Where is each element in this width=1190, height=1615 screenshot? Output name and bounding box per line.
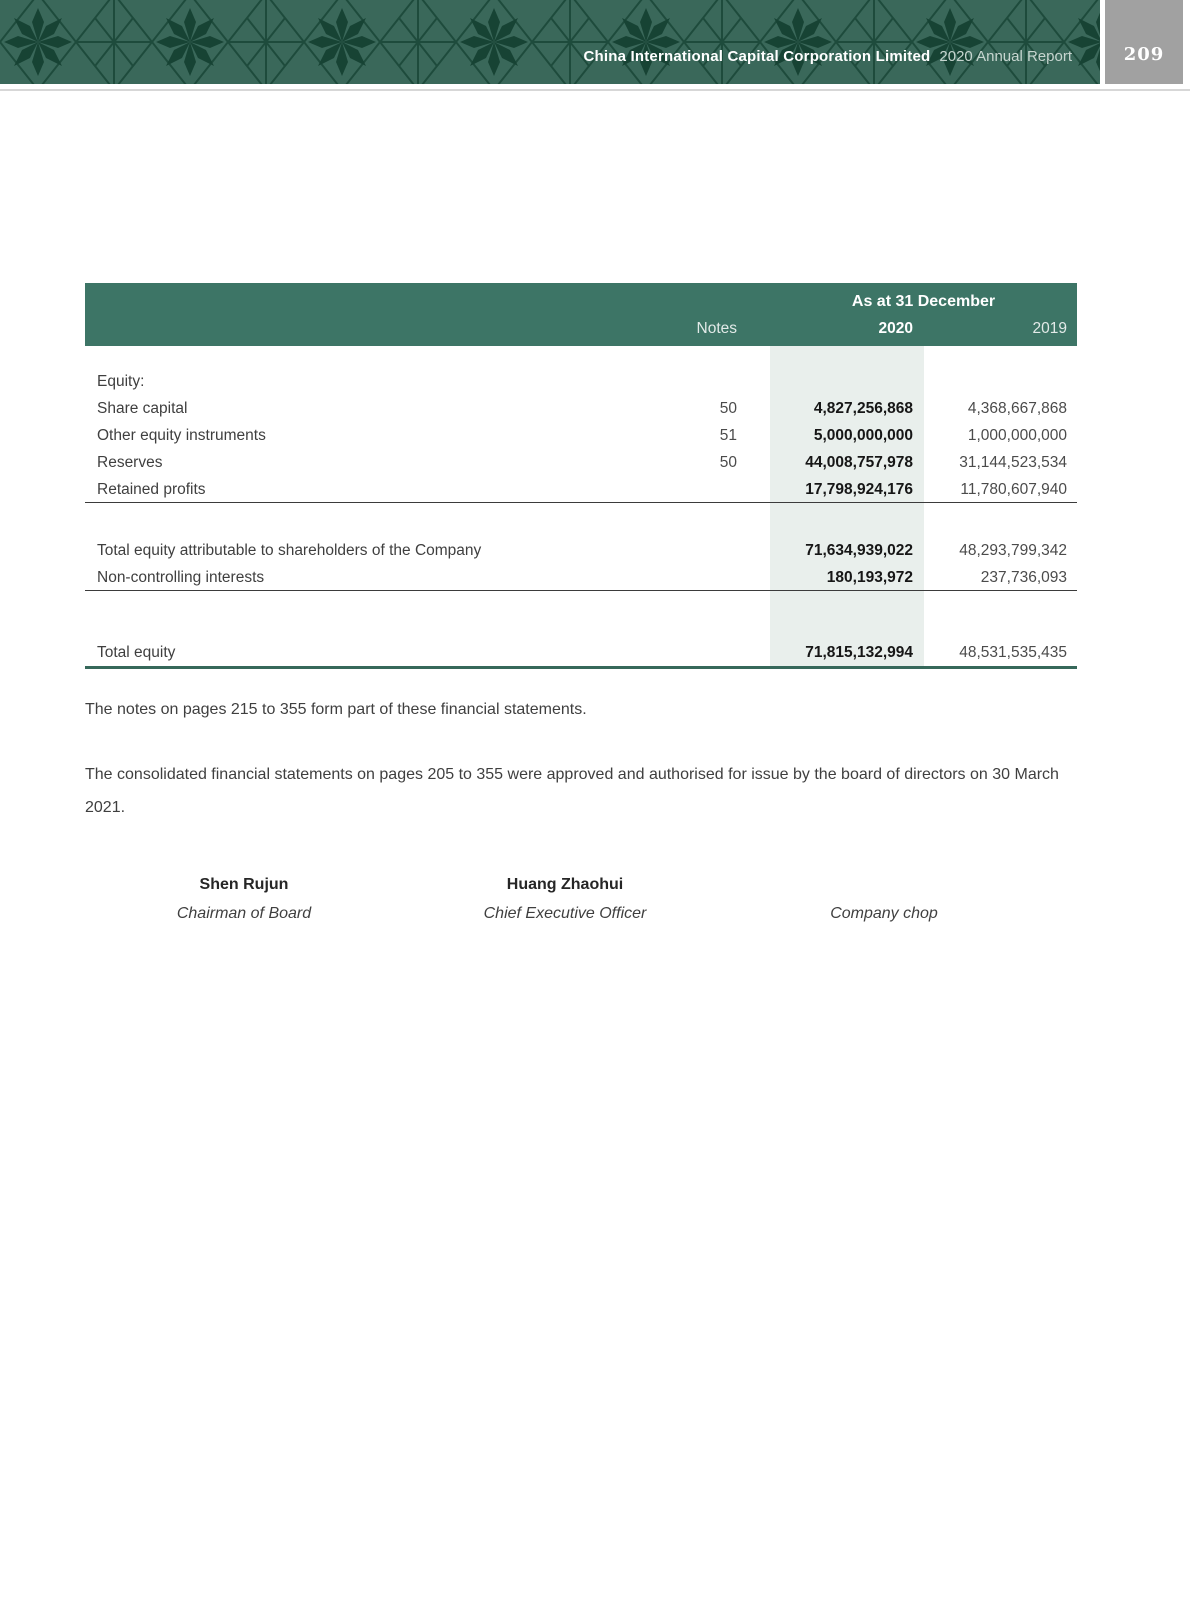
period-header: As at 31 December [851,293,996,310]
signatory-title: Chairman of Board [176,905,312,922]
row-value-2020 [770,368,924,395]
notes-reference-text: The notes on pages 215 to 355 form part of these financial statements. [85,701,587,718]
table-row [85,395,1077,422]
row-value-2020: 4,827,256,868 [813,400,913,417]
header-banner [0,0,1100,84]
row-spacer [85,591,1077,639]
row-spacer [85,503,1077,537]
row-value-2020: 17,798,924,176 [805,481,913,498]
row-note: 51 [719,427,737,444]
signatory-name: Huang Zhaohui [506,876,624,893]
row-value-2019: 48,293,799,342 [959,542,1067,559]
table-row [85,422,1077,449]
report-title: 2020 Annual Report [939,48,1072,65]
table-row [85,368,1077,395]
row-value-2020: 44,008,757,978 [805,454,913,471]
signatory-title: Chief Executive Officer [483,905,647,922]
row-note [680,639,770,666]
row-label: Total equity [97,644,176,661]
row-note [680,537,770,564]
row-note: 50 [719,454,737,471]
row-note [680,476,770,502]
table-header [85,283,1077,346]
row-note [680,368,770,395]
banner-text [583,48,1072,66]
row-label: Equity: [97,373,145,390]
row-value-2019 [924,368,1077,395]
column-header-2019: 2019 [1032,320,1067,337]
row-label: Share capital [97,400,188,417]
signature-block-ceo [435,876,695,923]
row-value-2020: 71,634,939,022 [805,542,913,559]
header-divider [0,89,1190,91]
column-header-notes: Notes [696,320,737,337]
row-spacer [85,346,1077,368]
equity-table [85,283,1077,669]
row-note [680,564,770,590]
signatory-name [754,876,1014,905]
table-row [85,476,1077,503]
signatory-title: Company chop [830,905,938,922]
row-note: 50 [719,400,737,417]
row-label: Other equity instruments [97,427,266,444]
column-header-2020: 2020 [878,320,913,337]
row-value-2019: 237,736,093 [980,569,1067,586]
row-value-2020: 180,193,972 [826,569,913,586]
signature-block-company-chop [754,876,1014,923]
row-value-2020: 5,000,000,000 [813,427,913,444]
row-label: Non-controlling interests [97,569,265,586]
table-row [85,537,1077,564]
table-body [85,346,1077,669]
row-value-2019: 31,144,523,534 [959,454,1067,471]
row-label: Reserves [97,454,163,471]
row-value-2020: 71,815,132,994 [805,644,913,661]
row-value-2019: 48,531,535,435 [959,644,1067,661]
asanoha-pattern-graphic [0,0,1100,84]
row-label: Total equity attributable to shareholders of the Company [97,542,482,559]
signatory-name: Shen Rujun [199,876,289,893]
approval-text: The consolidated financial statements on pages 205 to 355 were approved and authorised for issue by the board of directors on 30 March 2021. [85,766,1059,816]
table-row [85,449,1077,476]
table-row [85,639,1077,666]
row-value-2019: 4,368,667,868 [967,400,1067,417]
row-label: Retained profits [97,481,206,498]
page-number-box [1105,0,1183,84]
row-value-2019: 11,780,607,940 [960,481,1067,498]
company-name: China International Capital Corporation Limited [583,48,931,65]
signature-block-chairman [114,876,374,923]
page-number: 209 [1123,44,1165,65]
table-row [85,564,1077,591]
row-value-2019: 1,000,000,000 [967,427,1067,444]
